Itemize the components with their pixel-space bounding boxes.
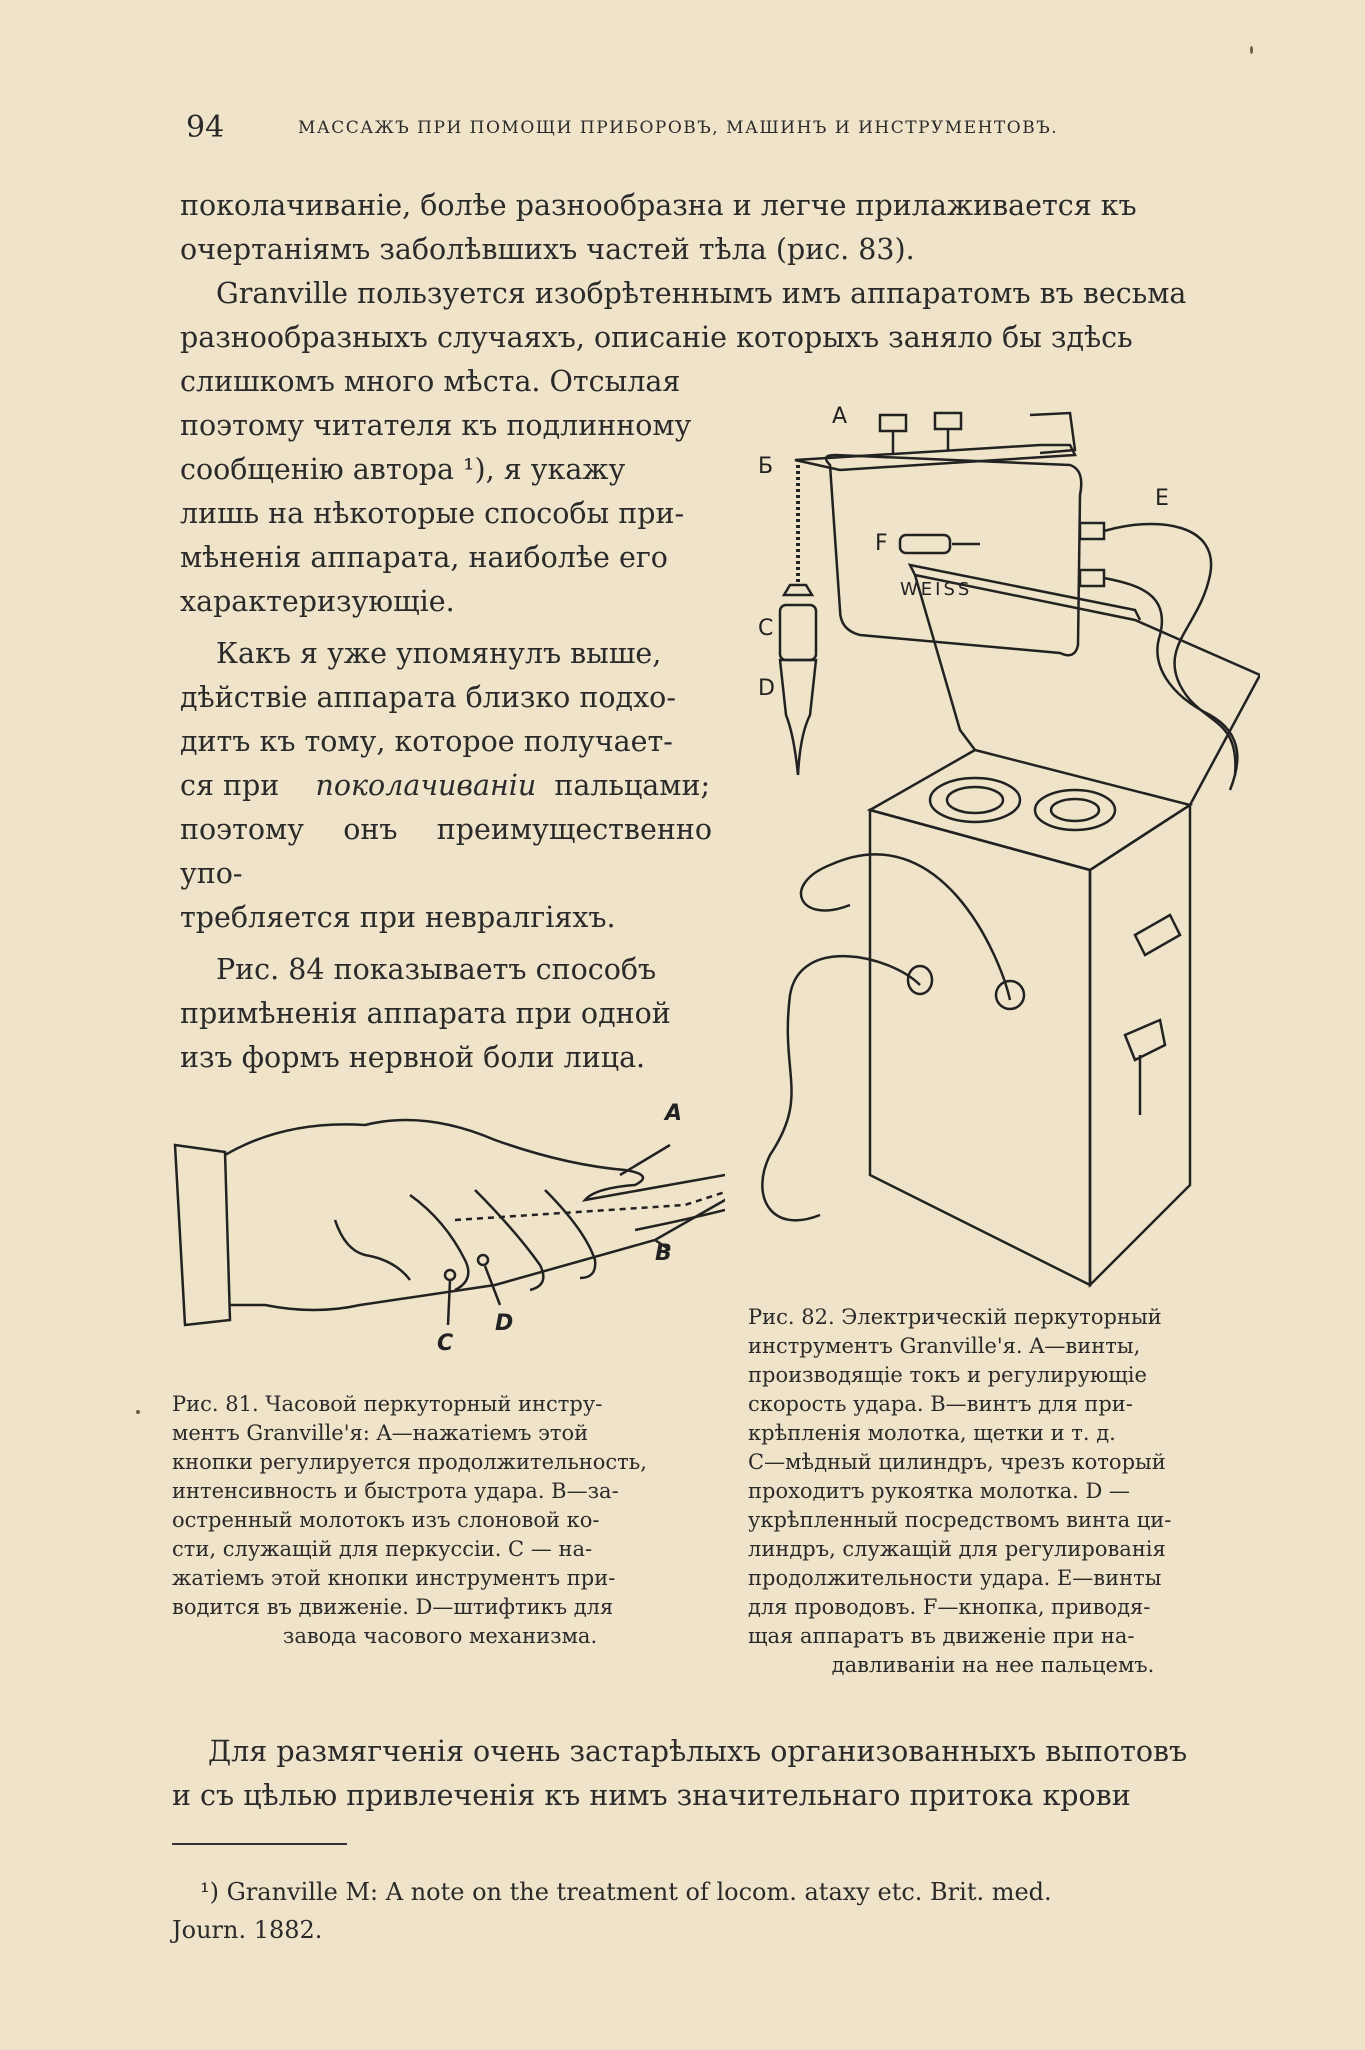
- terminal-e2: [1080, 570, 1104, 586]
- fig82-label-e: E: [1155, 486, 1169, 511]
- paragraph-2: [180, 272, 1244, 360]
- battery-lid: [915, 575, 1260, 805]
- italic-term: поколачиваніи: [315, 769, 537, 802]
- text-line: очертаніямъ заболѣвшихъ частей тѣла (рис. 83).: [180, 233, 915, 266]
- caption-line: крѣпленія молотка, щетки и т. д.: [748, 1421, 1116, 1445]
- footnote-rule: [172, 1843, 347, 1845]
- text-line: поэтому онъ преимущественно упо-: [180, 813, 712, 890]
- caption-line: производящіе токъ и регулирующіе: [748, 1363, 1147, 1387]
- button-f: [900, 535, 950, 553]
- wire-3: [762, 956, 920, 1220]
- paragraph-5: [172, 1730, 1236, 1818]
- caption-line: завода часового механизма.: [282, 1624, 598, 1648]
- wire-4: [801, 854, 1010, 1000]
- text-line: дитъ къ тому, которое получает-: [180, 725, 673, 758]
- figure-82-illustration: [740, 395, 1260, 1295]
- fig81-label-b: B: [655, 1241, 672, 1266]
- paragraph-1: [180, 184, 1244, 272]
- text-line: сообщенію автора ¹), я укажу: [180, 453, 626, 486]
- coil-2: [1035, 790, 1115, 830]
- caption-line: кнопки регулируется продолжительность,: [172, 1450, 647, 1474]
- box-plate: [1135, 915, 1180, 955]
- fig81-label-c: C: [437, 1331, 454, 1356]
- wire-2: [1104, 578, 1237, 790]
- text-fragment: пальцами;: [554, 769, 711, 802]
- caption-line: скорость удара. B—винтъ для при-: [748, 1392, 1133, 1416]
- caption-line: жатіемъ этой кнопки инструментъ при-: [172, 1566, 616, 1590]
- caption-line: Рис. 82. Электрическій перкуторный: [748, 1305, 1162, 1329]
- hammer-d: [780, 660, 816, 775]
- caption-line: инструментъ Granville'я. A—винты,: [748, 1334, 1141, 1358]
- narrow-column: [180, 360, 712, 1080]
- screw-a1: [880, 415, 906, 431]
- running-title: МАССАЖЪ ПРИ ПОМОЩИ ПРИБОРОВЪ, МАШИНЪ И ИНСТРУМЕНТОВЪ.: [298, 118, 1059, 138]
- caption-line: проходитъ рукоятка молотка. D —: [748, 1479, 1130, 1503]
- battery-box-side: [1090, 805, 1190, 1285]
- hand-outline: [225, 1120, 725, 1310]
- caption-line: давливаніи на нее пальцемъ.: [831, 1653, 1155, 1677]
- text-line: поэтому читателя къ подлинному: [180, 409, 692, 442]
- footnote-line: Journ. 1882.: [172, 1916, 323, 1944]
- wire-1: [1104, 524, 1235, 775]
- coil-1: [930, 778, 1020, 822]
- text-line: примѣненія аппарата при одной: [180, 997, 671, 1030]
- caption-line: щая аппаратъ въ движеніе при на-: [748, 1624, 1135, 1648]
- caption-line: Рис. 81. Часовой перкуторный инстру-: [172, 1392, 603, 1416]
- terminal-e1: [1080, 523, 1104, 539]
- fig81-label-a: A: [665, 1101, 683, 1126]
- text-line: характеризующіе.: [180, 585, 455, 618]
- knob-1: [908, 966, 932, 994]
- caption-line: остренный молотокъ изъ слоновой ко-: [172, 1508, 600, 1532]
- fig82-label-f: F: [875, 531, 888, 556]
- caption-line: для проводовъ. F—кнопка, приводя-: [748, 1595, 1151, 1619]
- text-line: Для размягченія очень застарѣлыхъ организованныхъ выпотовъ: [208, 1735, 1188, 1768]
- battery-box-top: [870, 750, 1190, 870]
- fig82-label-d: D: [758, 676, 775, 701]
- text-fragment: ся при: [180, 769, 280, 802]
- battery-box-front: [870, 810, 1090, 1285]
- caption-line: продолжительности удара. E—винты: [748, 1566, 1162, 1590]
- box-handle: [1125, 1020, 1165, 1115]
- caption-line: линдръ, служащій для регулированія: [748, 1537, 1166, 1561]
- caption-line: ментъ Granville'я: A—нажатіемъ этой: [172, 1421, 589, 1445]
- footnote-line: ¹) Granville M: A note on the treatment of locom. ataxy etc. Brit. med.: [200, 1878, 1052, 1906]
- figure-82-caption: [748, 1303, 1238, 1680]
- figure-81-illustration: [165, 1080, 725, 1360]
- finger-1: [335, 1220, 410, 1280]
- figure-81-caption: [172, 1390, 708, 1651]
- text-line: мѣненія аппарата, наиболѣе его: [180, 541, 668, 574]
- caption-line: укрѣпленный посредствомъ винта ци-: [748, 1508, 1172, 1532]
- text-line: слишкомъ много мѣста. Отсылая: [180, 365, 681, 398]
- top-bracket: [1030, 413, 1075, 453]
- screw-a2: [935, 413, 961, 429]
- text-line: Какъ я уже упомянулъ выше,: [216, 637, 662, 670]
- text-line: поколачиваніе, болѣе разнообразна и легче прилаживается къ: [180, 189, 1137, 222]
- text-line: [180, 764, 712, 808]
- ink-speck: [136, 1410, 140, 1414]
- text-line: разнообразныхъ случаяхъ, описаніе которыхъ заняло бы здѣсь: [180, 321, 1133, 354]
- page-number: 94: [186, 110, 225, 145]
- fig82-label-brand: WEISS: [900, 579, 973, 600]
- footnote: [172, 1873, 1236, 1949]
- button-d: [478, 1255, 488, 1265]
- text-line: дѣйствіе аппарата близко подхо-: [180, 681, 676, 714]
- text-line: Granville пользуется изобрѣтеннымъ имъ аппаратомъ въ весьма: [216, 277, 1187, 310]
- instrument-casing: [826, 455, 1081, 655]
- text-line: лишь на нѣкоторые способы при-: [180, 497, 685, 530]
- caption-line: C—мѣдный цилиндръ, чрезъ который: [748, 1450, 1166, 1474]
- fig82-label-b: Б: [758, 454, 774, 479]
- text-line: Рис. 84 показываетъ способъ: [216, 953, 657, 986]
- caption-line: интенсивность и быстрота удара. B—за-: [172, 1479, 619, 1503]
- caption-line: сти, служащій для перкуссіи. C — на-: [172, 1537, 593, 1561]
- text-line: требляется при невралгіяхъ.: [180, 901, 616, 934]
- fig82-label-a: A: [832, 404, 848, 429]
- instrument-top-bar: [795, 445, 1075, 470]
- finger-2: [410, 1195, 468, 1290]
- ink-speck: [1250, 46, 1253, 54]
- cylinder-c: [780, 605, 816, 660]
- fig81-label-d: D: [495, 1311, 514, 1336]
- text-line: и съ цѣлью привлеченія къ нимъ значительнаго притока крови: [172, 1779, 1131, 1812]
- fig82-label-c: C: [758, 616, 774, 641]
- sleeve-cuff: [175, 1145, 230, 1325]
- button-c: [445, 1270, 455, 1280]
- caption-line: водится въ движеніе. D—штифтикъ для: [172, 1595, 614, 1619]
- text-line: изъ формъ нервной боли лица.: [180, 1041, 646, 1074]
